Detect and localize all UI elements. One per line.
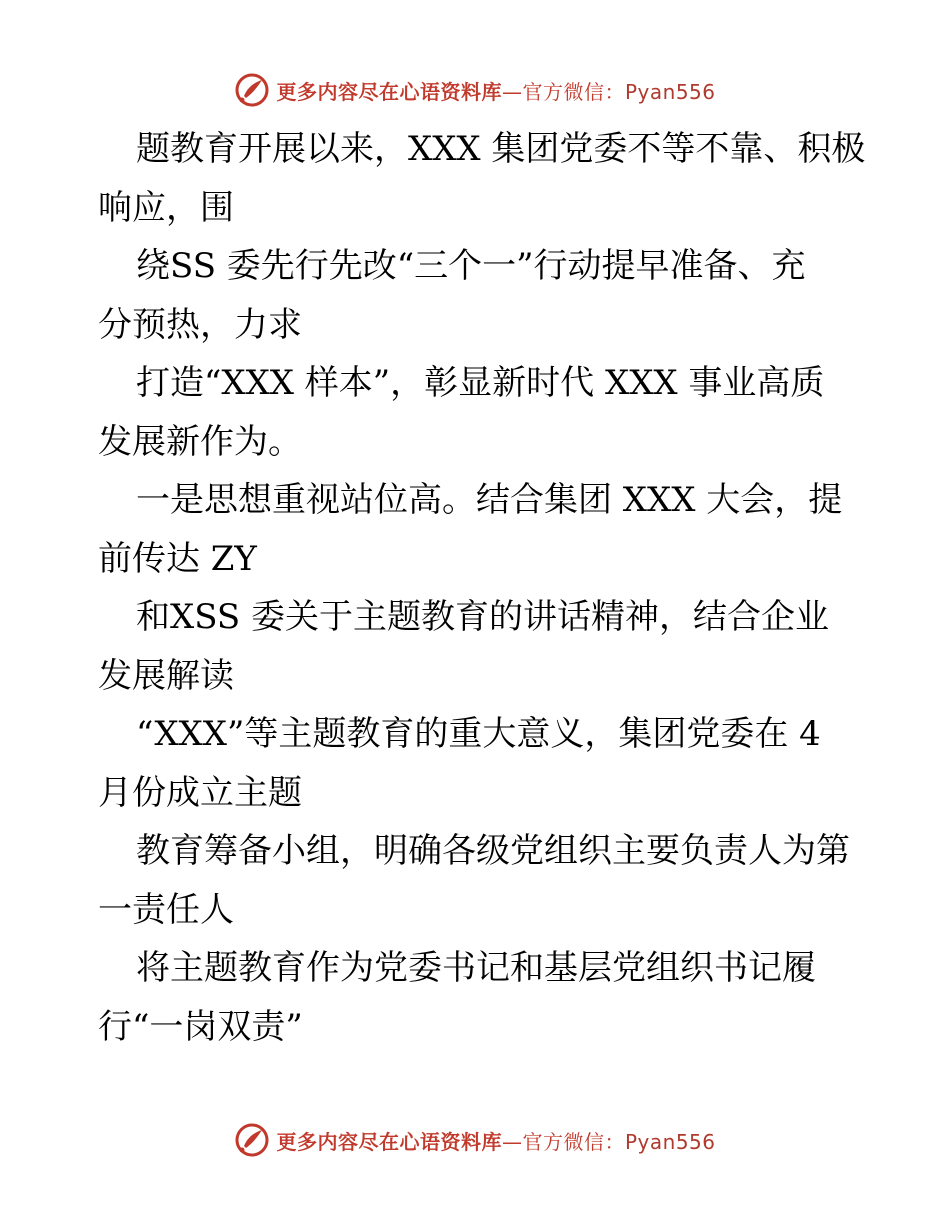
paragraph — [98, 939, 858, 1056]
banner-text — [276, 76, 715, 105]
footer-banner — [0, 1120, 950, 1160]
paragraph — [98, 588, 858, 705]
banner-separator: — — [501, 1129, 523, 1154]
paragraph-first-line: 和XSS 委关于主题教育的讲话精神，结合企业 — [136, 597, 829, 637]
quill-swirl-logo-icon — [234, 72, 270, 108]
paragraph-continuation: 行“一岗双责” — [98, 1006, 303, 1047]
banner-text — [276, 1126, 715, 1155]
banner-wechat-id: Pyan556 — [624, 79, 716, 104]
paragraph-first-line: 将主题教育作为党委书记和基层党组织书记履 — [136, 948, 816, 988]
paragraph-continuation: 响应，围 — [98, 187, 234, 228]
paragraph — [98, 471, 858, 588]
paragraph-continuation: 月份成立主题 — [98, 772, 302, 813]
paragraph-first-line: 教育筹备小组，明确各级党组织主要负责人为第 — [136, 831, 850, 871]
document-body — [98, 120, 866, 1056]
paragraph — [98, 120, 866, 237]
paragraph-first-line: “XXX”等主题教育的重大意义，集团党委在 4 — [136, 714, 821, 754]
paragraph — [98, 354, 858, 471]
header-banner — [0, 70, 950, 110]
banner-wechat-label: 官方微信： — [522, 1129, 625, 1154]
banner-main-text: 更多内容尽在心语资料库 — [276, 79, 502, 104]
paragraph-first-line: 题教育开展以来，XXX 集团党委不等不靠、积极 — [136, 129, 866, 169]
paragraph-continuation: 前传达 ZY — [98, 538, 257, 579]
paragraph-first-line: 绕SS 委先行先改“三个一”行动提早准备、充 — [136, 246, 806, 286]
banner-main-text: 更多内容尽在心语资料库 — [276, 1129, 502, 1154]
paragraph-continuation: 发展解读 — [98, 655, 234, 696]
paragraph — [98, 705, 858, 822]
banner-wechat-id: Pyan556 — [624, 1129, 716, 1154]
banner-wechat-label: 官方微信： — [522, 79, 625, 104]
quill-swirl-logo-icon — [234, 1122, 270, 1158]
paragraph-continuation: 发展新作为。 — [98, 421, 302, 462]
banner-separator: — — [501, 79, 523, 104]
paragraph-continuation: 分预热，力求 — [98, 304, 302, 345]
paragraph — [98, 237, 858, 354]
paragraph-first-line: 一是思想重视站位高。结合集团 XXX 大会，提 — [136, 480, 843, 520]
paragraph — [98, 822, 858, 939]
paragraph-continuation: 一责任人 — [98, 889, 234, 930]
paragraph-first-line: 打造“XXX 样本”，彰显新时代 XXX 事业高质 — [136, 363, 825, 403]
